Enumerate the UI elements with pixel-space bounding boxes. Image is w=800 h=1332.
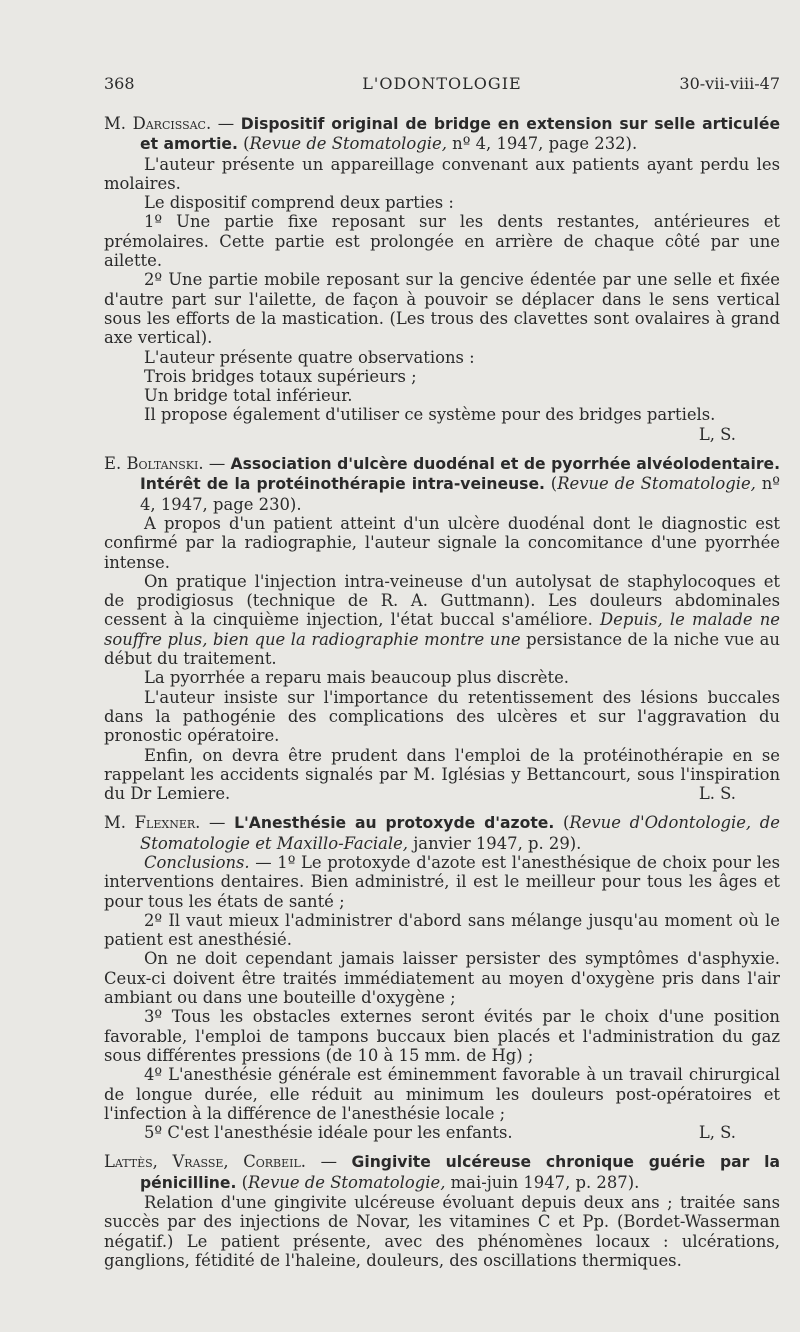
article-body [104, 114, 780, 1270]
entry-author: E. Boltanski. [104, 454, 204, 474]
paragraph: L'auteur présente quatre observations : [144, 347, 475, 367]
entry-heading-flexner [104, 813, 780, 853]
paragraph: A propos d'un patient atteint d'un ulcère duodénal dont le diagnostic est confirmé par la radiographie, l'auteur signale la concomitance d'une pyorrhée intense. [104, 513, 780, 572]
paragraph-text: persistance de la niche vue au début du traitement. [104, 629, 780, 669]
paragraph: La pyorrhée a reparu mais beaucoup plus discrète. [144, 668, 569, 688]
paragraph: L'auteur présente un appareillage convenant aux patients ayant perdu les molaires. [104, 154, 780, 193]
paragraph: Trois bridges totaux supérieurs ; [144, 366, 417, 386]
conclusions-label: Conclusions. [144, 852, 250, 872]
entry-title: Gingivite ulcéreuse chronique guérie par la pénicilline. [140, 1153, 780, 1192]
paragraph: 2º Il vaut mieux l'administrer d'abord sans mélange jusqu'au moment où le patient est anesthésié. [104, 910, 780, 950]
running-header [104, 74, 780, 98]
paragraph: 3º Tous les obstacles externes seront évités par le choix d'une position favorable, l'emploi de tampons buccaux bien placés et l'administration du gaz sous différentes pressions (de 10 à 15 mm. de Hg) ; [104, 1007, 780, 1065]
page-number: 368 [104, 74, 135, 93]
source-details: nº 4, 1947, page 232). [446, 134, 638, 154]
source-journal: Revue de Stomatologie, [248, 1172, 446, 1192]
source-details: nº 4, 1947, page 230). [140, 474, 780, 514]
paragraph-text: 5º C'est l'anesthésie idéale pour les enfants. [144, 1123, 513, 1143]
paragraph-text: Enfin, on devra être prudent dans l'emploi de la protéinothérapie en se rappelant les accidents signalés par M. Iglésias y Bettancourt, sous l'inspiration du Dr Lemiere. [104, 745, 780, 804]
paragraph: Il propose également d'utiliser ce système pour des bridges partiels. [144, 405, 716, 425]
source-journal: Revue de Stomatologie, [249, 134, 447, 154]
paragraph: Le dispositif comprend deux parties : [144, 193, 454, 213]
paragraph [104, 1123, 780, 1142]
source-open: ( [544, 474, 558, 494]
source-journal: Revue d'Odontologie, de Stomatologie et Maxillo-Faciale, [140, 813, 780, 853]
entry-heading-boltanski [104, 454, 780, 514]
source-open: ( [237, 134, 250, 154]
source-open: ( [554, 813, 570, 833]
dash: — [211, 114, 241, 133]
entry-title: Dispositif original de bridge en extension sur selle articulée et amortie. [140, 115, 781, 154]
paragraph: Relation d'une gingivite ulcéreuse évoluant depuis deux ans ; traitée sans succès par des injections de Novar, les vitamines C et Pp. (Bordet-Wasserman négatif.) Le patient présente, avec des phénomènes locaux : ulcérations, ganglions, fétidité de l'haleine, douleurs, des oscillations thermiques. [104, 1193, 780, 1270]
entry-author: M. Darcissac. [104, 114, 212, 133]
paragraph: 4º L'anesthésie générale est éminemment favorable à un travail chirurgical de longue durée, elle réduit au minimum les douleurs post-opératoires et l'infection à la différence de l'anesthésie locale ; [104, 1065, 780, 1123]
source-journal: Revue de Stomatologie, [557, 474, 756, 494]
dash: — [203, 454, 231, 474]
signature: L. S. [698, 784, 736, 804]
paragraph: On ne doit cependant jamais laisser persister des symptômes d'asphyxie. Ceux-ci doivent être traités immédiatement au moyen d'oxygène pris dans l'air ambiant ou dans une bouteille d'oxygène ; [104, 949, 780, 1008]
signature: L, S. [698, 424, 736, 444]
paragraph [104, 746, 780, 804]
paragraph-italic: Depuis, le malade ne souffre plus, bien que la radiographie montre une [104, 610, 780, 649]
dash: — [306, 1152, 352, 1172]
journal-title: L'ODONTOLOGIE [362, 74, 522, 93]
paragraph: 1º Une partie fixe reposant sur les dents restantes, antérieures et prémolaires. Cette partie est prolongée en arrière de chaque côté par une ailette. [104, 212, 780, 271]
source-details: mai-juin 1947, p. 287). [445, 1172, 640, 1192]
paragraph: L'auteur insiste sur l'importance du retentissement des lésions buccales dans la pathogénie des complications des ulcères et sur l'aggravation du pronostic opératoire. [104, 687, 780, 746]
entry-title: Association d'ulcère duodénal et de pyorrhée alvéolodentaire. Intérêt de la protéinothérapie intra-veineuse. [140, 455, 781, 494]
paragraph: 2º Une partie mobile reposant sur la gencive édentée par une selle et fixée d'autre part sur l'ailette, de façon à pouvoir se déplacer dans le sens vertical sous les efforts de la mastication. (Les trous des clavettes sont ovalaires à grand axe vertical). [104, 270, 780, 348]
paragraph: Un bridge total inférieur. [144, 386, 353, 406]
entry-heading-lattes [104, 1152, 780, 1193]
entry-title: L'Anesthésie au protoxyde d'azote. [234, 814, 555, 833]
source-open: ( [236, 1172, 249, 1192]
paragraph-text: On pratique l'injection intra-veineuse d'un autolysat de staphylocoques et de prodigiosus (technique de R. A. Guttmann). Les douleurs abdominales cessent à la cinquième injection, l'état buccal s'améliore. [104, 571, 780, 630]
paragraph [104, 853, 780, 911]
entry-author: Lattès, Vrasse, Corbeil. [104, 1152, 307, 1172]
entry-author: M. Flexner. [104, 813, 201, 833]
dash: — [200, 813, 235, 833]
source-details: janvier 1947, p. 29). [408, 833, 582, 853]
issue-date: 30-vii-viii-47 [679, 74, 780, 93]
paragraph [104, 572, 780, 668]
signature: L, S. [698, 1123, 736, 1143]
paragraph-text: — 1º Le protoxyde d'azote est l'anesthésique de choix pour les interventions dentaires. Bien administré, il est le meilleur pour tous les âges et pour tous les états de santé ; [104, 852, 780, 911]
entry-heading-darcissac [104, 114, 780, 155]
